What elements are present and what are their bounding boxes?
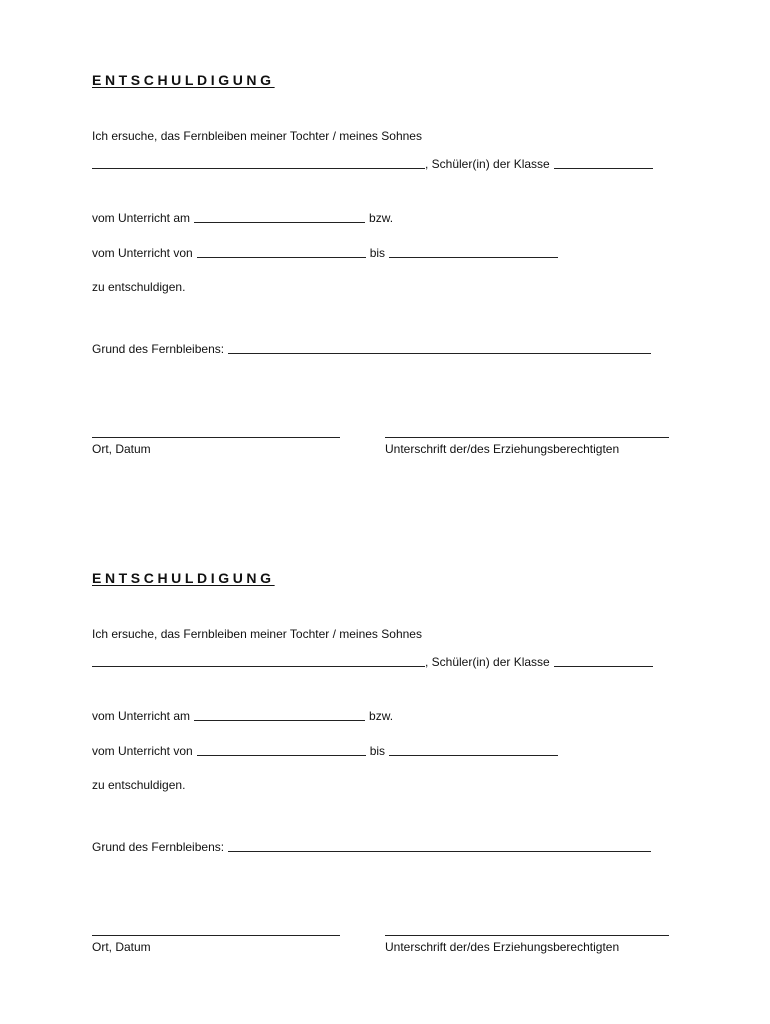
- excuse-text: zu entschuldigen.: [92, 778, 186, 792]
- student-name-field[interactable]: [92, 156, 425, 169]
- reason-line: [92, 839, 651, 855]
- place-date-label: Ort, Datum: [92, 442, 151, 456]
- student-class-line: [92, 654, 653, 670]
- reason-field[interactable]: [228, 839, 651, 852]
- bzw-label: bzw.: [369, 709, 394, 723]
- reason-label: Grund des Fernbleibens:: [92, 342, 225, 356]
- excuse-line: [92, 777, 185, 793]
- form-title: ENTSCHULDIGUNG: [92, 570, 275, 586]
- absence-date-line: [92, 708, 393, 724]
- reason-label: Grund des Fernbleibens:: [92, 840, 225, 854]
- signature-label: Unterschrift der/des Erziehungsberechtigten: [385, 442, 620, 456]
- absence-form-1: [0, 0, 770, 470]
- reason-field[interactable]: [228, 341, 651, 354]
- absence-range-line: [92, 743, 558, 759]
- absence-form-2: [0, 498, 770, 968]
- student-class-label: , Schüler(in) der Klasse: [425, 655, 550, 669]
- absence-until-field[interactable]: [389, 743, 558, 756]
- class-field[interactable]: [554, 156, 653, 169]
- absence-on-label: vom Unterricht am: [92, 211, 191, 225]
- excuse-line: [92, 279, 185, 295]
- signature-field[interactable]: [385, 935, 669, 936]
- place-date-field[interactable]: [92, 935, 340, 936]
- bzw-label: bzw.: [369, 211, 394, 225]
- signature-label: Unterschrift der/des Erziehungsberechtigten: [385, 940, 620, 954]
- form-title: ENTSCHULDIGUNG: [92, 72, 275, 88]
- absence-from-field[interactable]: [197, 743, 366, 756]
- absence-until-field[interactable]: [389, 245, 558, 258]
- intro-line: [92, 128, 422, 144]
- place-date-label: Ort, Datum: [92, 940, 151, 954]
- student-class-label: , Schüler(in) der Klasse: [425, 157, 550, 171]
- intro-text: Ich ersuche, das Fernbleiben meiner Tochter / meines Sohnes: [92, 627, 422, 641]
- until-label: bis: [369, 246, 386, 260]
- until-label: bis: [369, 744, 386, 758]
- absence-range-line: [92, 245, 558, 261]
- absence-from-field[interactable]: [197, 245, 366, 258]
- signature-field[interactable]: [385, 437, 669, 438]
- intro-text: Ich ersuche, das Fernbleiben meiner Tochter / meines Sohnes: [92, 129, 422, 143]
- intro-line: [92, 626, 422, 642]
- class-field[interactable]: [554, 654, 653, 667]
- student-name-field[interactable]: [92, 654, 425, 667]
- student-class-line: [92, 156, 653, 172]
- absence-date-line: [92, 210, 393, 226]
- place-date-field[interactable]: [92, 437, 340, 438]
- absence-from-label: vom Unterricht von: [92, 246, 193, 260]
- absence-date-field[interactable]: [194, 210, 365, 223]
- excuse-text: zu entschuldigen.: [92, 280, 186, 294]
- reason-line: [92, 341, 651, 357]
- absence-date-field[interactable]: [194, 708, 365, 721]
- absence-on-label: vom Unterricht am: [92, 709, 191, 723]
- absence-from-label: vom Unterricht von: [92, 744, 193, 758]
